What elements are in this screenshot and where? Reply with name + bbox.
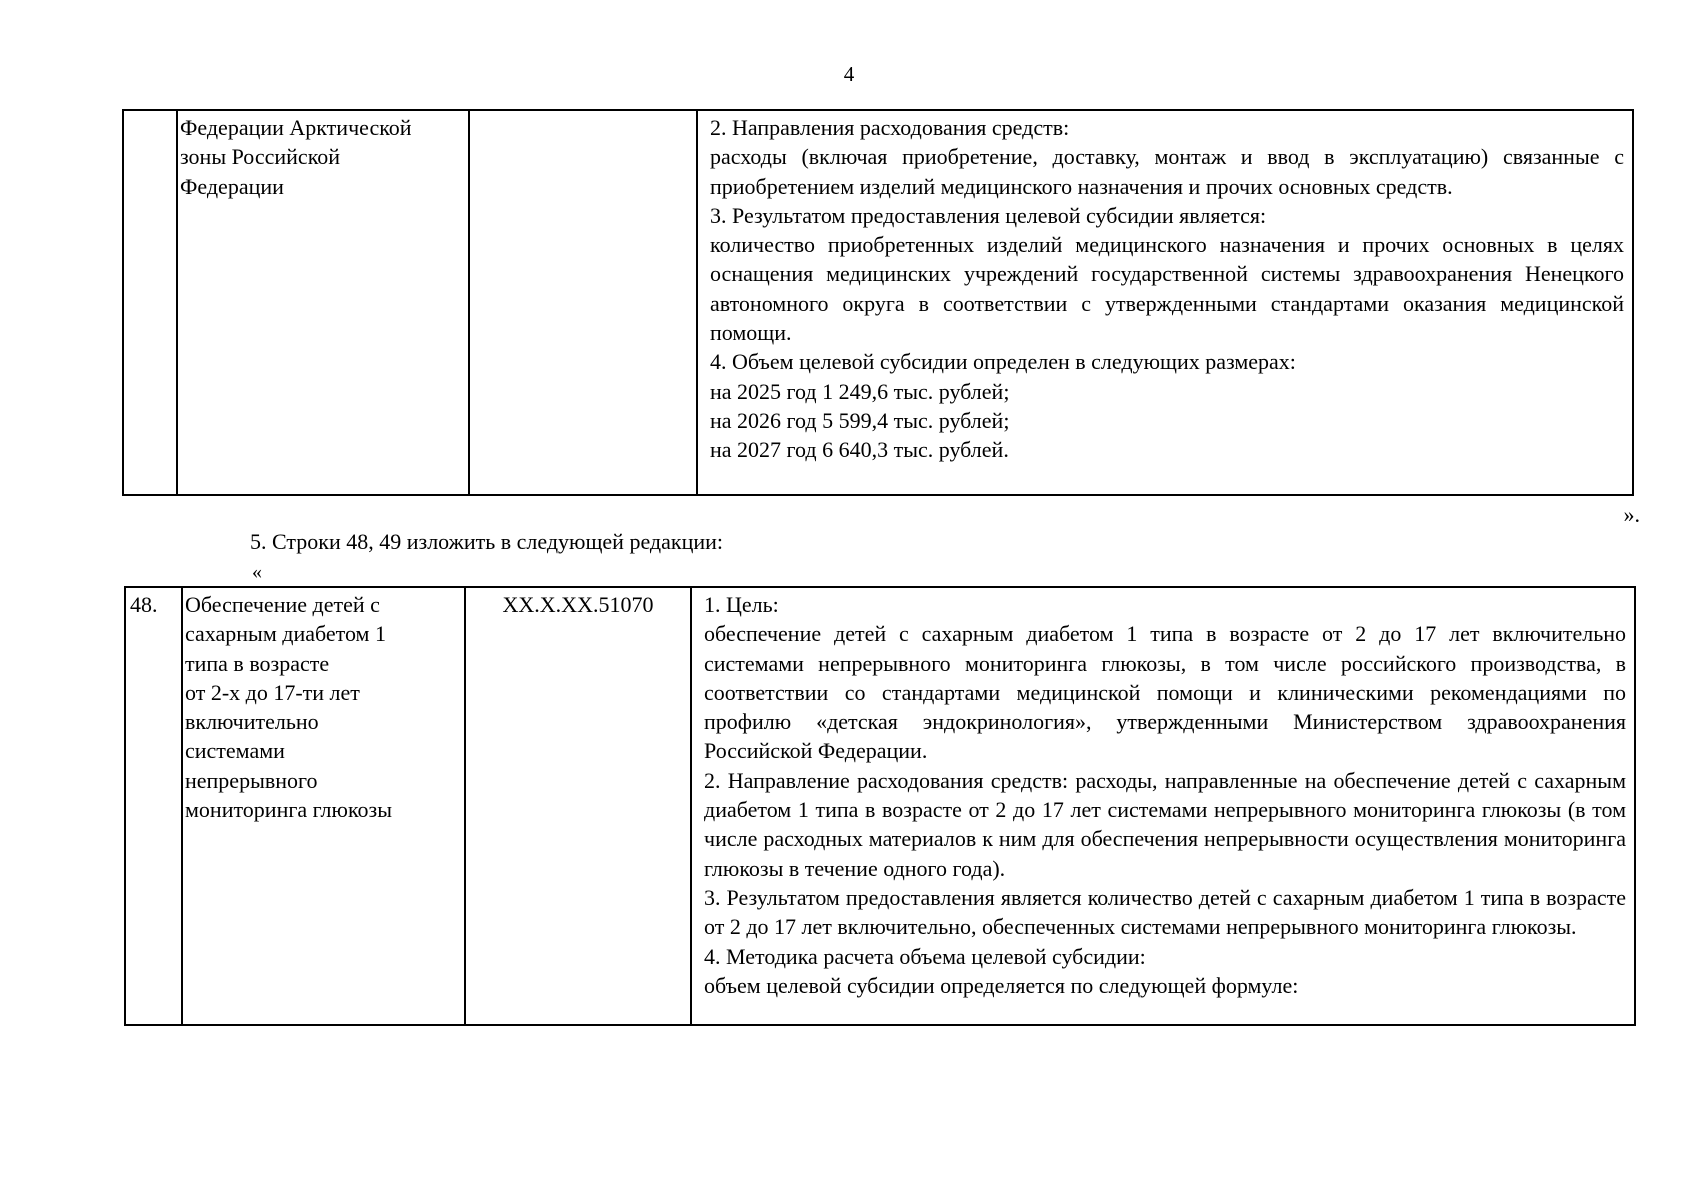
table-row: [123, 110, 1633, 495]
row-name-line: типа в возрасте: [185, 650, 330, 676]
continued-table: [122, 109, 1634, 496]
description-paragraph: на 2025 год 1 249,6 тыс. рублей;: [710, 378, 1010, 404]
row-name-line: системами: [185, 738, 285, 764]
amendment-instruction: 5. Строки 48, 49 изложить в следующей редакции:: [250, 529, 724, 554]
page-number: 4: [843, 62, 855, 86]
description-paragraph: расходы (включая приобретение, доставку, монтаж и ввод в эксплуатацию) связанные с приобретением изделий медицинского назначения и прочих основных средств.: [710, 144, 1624, 199]
row-name-line: Федерации Арктической: [180, 115, 412, 140]
row-name-line: зоны Российской: [180, 144, 341, 170]
row-name-line: Обеспечение детей с: [185, 592, 380, 617]
description-paragraph: на 2026 год 5 599,4 тыс. рублей;: [710, 407, 1010, 433]
table-row: [125, 587, 1635, 1025]
description-paragraph: 3. Результатом предоставления целевой субсидии является:: [710, 202, 1267, 228]
amended-rows-table: [124, 586, 1636, 1026]
description-paragraph: 4. Методика расчета объема целевой субсидии:: [704, 943, 1146, 969]
opening-quote: «: [252, 561, 262, 583]
description-paragraph: на 2027 год 6 640,3 тыс. рублей.: [710, 437, 1009, 463]
description-paragraph: объем целевой субсидии определяется по следующей формуле:: [704, 972, 1299, 998]
description-paragraph: 3. Результатом предоставления является количество детей с сахарным диабетом 1 типа в возрасте от 2 до 17 лет включительно, обеспеченных системами непрерывного мониторинга глюкозы.: [704, 884, 1626, 940]
row-name-line: сахарным диабетом 1: [185, 621, 386, 647]
row-name-line: включительно: [185, 709, 319, 735]
description-paragraph: 4. Объем целевой субсидии определен в следующих размерах:: [710, 349, 1296, 375]
row-description-cell: [697, 110, 1633, 495]
description-paragraph: 1. Цель:: [704, 592, 779, 617]
description-paragraph: 2. Направление расходования средств: расходы, направленные на обеспечение детей с сахарным диабетом 1 типа в возрасте от 2 до 17 лет системами непрерывного мониторинга глюкозы (в том числе расходных материалов к ним для обеспечения непрерывности осуществления мониторинга глюкозы в течение одного года).: [704, 767, 1626, 881]
row-number-cell: [123, 110, 177, 495]
row-name-cell: [182, 587, 465, 1025]
row-code-cell: XX.X.XX.51070: [465, 587, 691, 1025]
row-name-line: от 2-х до 17-ти лет: [185, 679, 360, 705]
description-paragraph: количество приобретенных изделий медицинского назначения и прочих основных в целях оснащения медицинских учреждений государственной системы здравоохранения Ненецкого автономного округа в соответствии с утвержденными стандартами оказания медицинской помощи.: [710, 232, 1624, 346]
row-name-line: непрерывного: [185, 767, 318, 793]
description-paragraph: обеспечение детей с сахарным диабетом 1 типа в возрасте от 2 до 17 лет включительно системами непрерывного мониторинга глюкозы, в том числе российского производства, в соответствии со стандартами медицинской помощи и клиническими рекомендациями по профилю «детская эндокринология», утвержденными Министерством здравоохранения Российской Федерации.: [704, 621, 1626, 764]
row-name-line: Федерации: [180, 173, 284, 199]
description-paragraph: 2. Направления расходования средств:: [710, 115, 1070, 140]
closing-quote: ».: [1623, 502, 1640, 527]
row-description-cell: [691, 587, 1635, 1025]
row-name-line: мониторинга глюкозы: [185, 797, 392, 823]
row-name-cell: [177, 110, 469, 495]
row-code-cell: [469, 110, 697, 495]
row-number-cell: 48.: [125, 587, 182, 1025]
